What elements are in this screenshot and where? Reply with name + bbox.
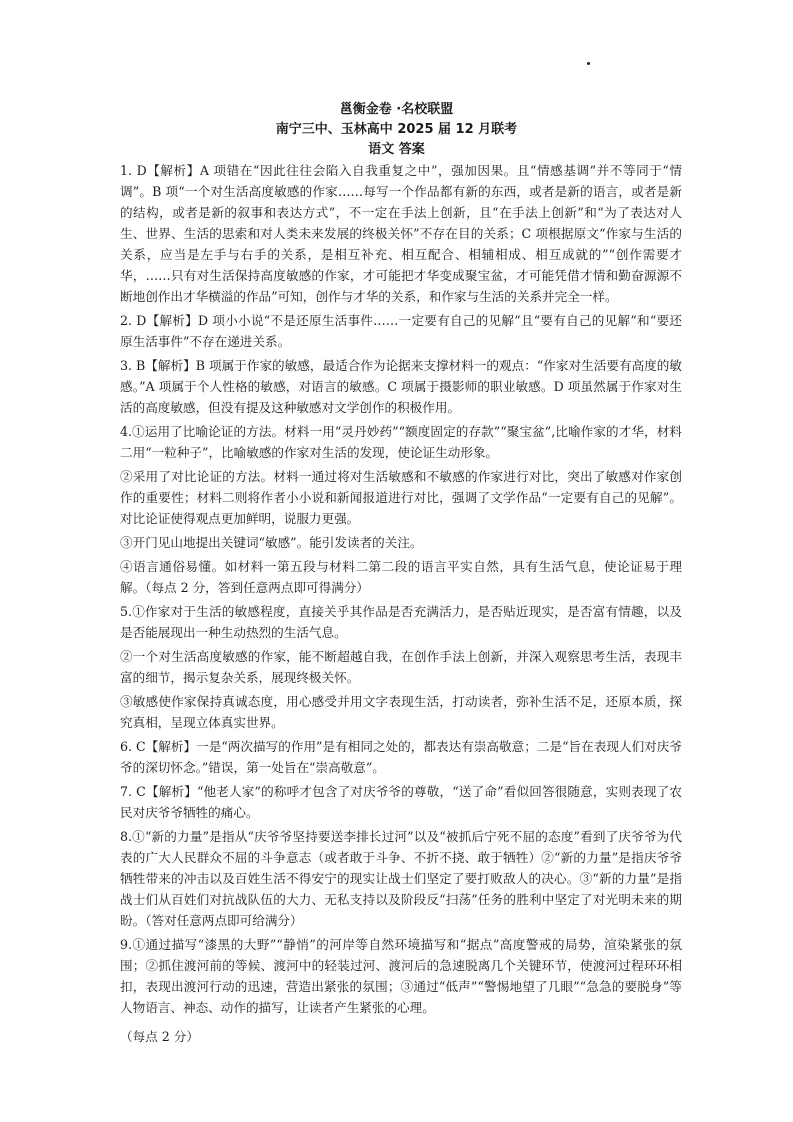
exam-brand-title: 邕衡金卷 ·名校联盟 <box>339 102 454 117</box>
answer-q1: 1. D【解析】A 项错在“因此往往会陷入自我重复之中”，强加因果。且“情感基调”并不等同于“情调”。B 项“一个对生活高度敏感的作家……每写一个作品都有新的东西，或者是新的语言，或者是新的结构，或者是新的叙事和表达方式”，不一定在手法上创新，且“在手法上创新”和“为了表达对人生、世界、生活的思索和对人类未来发展的终极关怀”不存在目的关系；C 项根据原文“作家与生活的关系，应当是左手与右手的关系，是相互补充、相互配合、相辅相成、相互成就的”“创作需要才华，……只有对生活保持高度敏感的作家，才可能把才华变成聚宝盆，才可能凭借才情和勤奋源源不断地创作出才华横溢的作品”可知，创作与才华的关系，和作家与生活的关系并完全一样。 <box>120 163 682 304</box>
scoring-note: （每点 2 分） <box>120 1029 199 1044</box>
answer-q4-point1: 4.①运用了比喻论证的方法。材料一用“灵丹妙药”“额度固定的存款”“聚宝盆”,比喻作家的才华，材料二用“一粒种子”，比喻敏感的作家对生活的发现，使论证生动形象。 <box>120 424 682 460</box>
answer-q4-point2: ②采用了对比论证的方法。材料一通过将对生活敏感和不敏感的作家进行对比，突出了敏感对作家创作的重要性；材料二则将作者小小说和新闻报道进行对比，强调了文学作品“一定要有自己的见解”。对比论证使得观点更加鲜明，说服力更强。 <box>120 469 682 526</box>
answer-q5-point1: 5.①作家对于生活的敏感程度，直接关乎其作品是否充满活力，是否贴近现实，是否富有情趣，以及是否能展现出一种生动热烈的生活气息。 <box>120 604 682 640</box>
exam-schools-title: 南宁三中、玉林高中 2025 届 12 月联考 <box>275 122 518 137</box>
answer-content <box>120 160 682 1050</box>
answer-q8: 8.①“新的力量”是指从“庆爷爷坚持要送李排长过河”以及“被抓后宁死不屈的态度”看到了庆爷爷为代表的广大人民群众不屈的斗争意志（或者敢于斗争、不折不挠、敢于牺牲）②“新的力量”是指庆爷爷牺牲带来的冲击以及百姓生活不得安宁的现实让战士们坚定了要打败敌人的决心。③“新的力量”是指战士们从百姓们对抗战队伍的大力、无私支持以及阶段反“扫荡”任务的胜利中坚定了对光明未来的期盼。（答对任意两点即可给满分） <box>120 829 682 928</box>
document-header <box>0 100 793 160</box>
answer-q5-point3: ③敏感使作家保持真诚态度，用心感受并用文字表现生活，打动读者，弥补生活不足，还原本质，探究真相，呈现立体真实世界。 <box>120 694 682 730</box>
answer-q7: 7. C【解析】“他老人家”的称呼才包含了对庆爷爷的尊敬，“送了命”看似回答很随意，实则表现了农民对庆爷爷牺牲的痛心。 <box>120 784 682 820</box>
answer-q2: 2. D【解析】D 项小小说“不是还原生活事件……一定要有自己的见解”且“要有自己的见解”和“要还原生活事件”不存在递进关系。 <box>120 313 682 349</box>
answer-q4-point4: ④语言通俗易懂。如材料一第五段与材料二第二段的语言平实自然，具有生活气息，使论证易于理解。（每点 2 分，答到任意两点即可得满分） <box>120 559 682 595</box>
answer-q5-point2: ②一个对生活高度敏感的作家，能不断超越自我，在创作手法上创新，并深入观察思考生活，表现丰富的细节，揭示复杂关系，展现终极关怀。 <box>120 649 682 685</box>
answer-q4-point3: ③开门见山地提出关键词“敏感”。能引发读者的关注。 <box>120 535 423 550</box>
subject-answer-title: 语文 答案 <box>368 142 425 157</box>
page-mark-dot <box>587 62 590 65</box>
answer-q6: 6. C【解析】一是“两次描写的作用”是有相同之处的，都表达有崇高敬意；二是“旨在表现人们对庆爷爷的深切怀念。”错误，第一处旨在“崇高敬意”。 <box>120 739 682 775</box>
answer-q9: 9.①通过描写“漆黑的大野”“静悄”的河岸等自然环境描写和“据点”高度警戒的局势，渲染紧张的氛围；②抓住渡河前的等候、渡河中的轻装过河、渡河后的急速脱离几个关键环节，使渡河过程环环相扣，表现出渡河行动的迅速，营造出紧张的氛围；③通过“低声”“警惕地望了几眼”“急急的要脱身”等人物语言、神态、动作的描写，让读者产生紧张的心理。 <box>120 937 682 1015</box>
answer-q3: 3. B【解析】B 项属于作家的敏感，最适合作为论据来支撑材料一的观点：“作家对生活要有高度的敏感。”A 项属于个人性格的敏感，对语言的敏感。C 项属于摄影师的职业敏感。D 项虽然属于作家对生活的高度敏感，但没有提及这种敏感对文学创作的积极作用。 <box>120 358 682 415</box>
